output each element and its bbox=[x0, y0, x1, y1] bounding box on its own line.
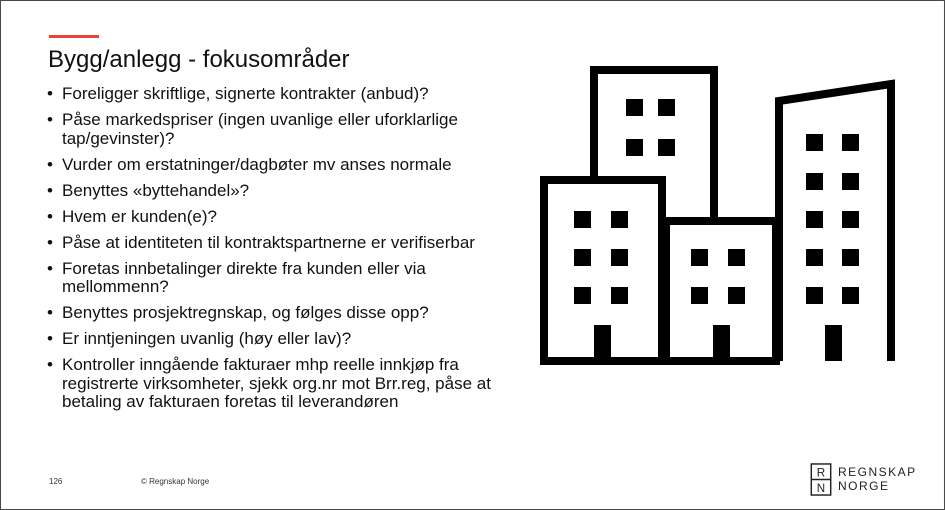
bullet-dot-icon: • bbox=[47, 329, 53, 348]
bullet-text: Foretas innbetalinger direkte fra kunden eller via mellommenn? bbox=[62, 258, 426, 296]
logo-line-2: NORGE bbox=[838, 479, 890, 493]
bullet-item bbox=[45, 111, 535, 148]
bullet-text: Er inntjeningen uvanlig (høy eller lav)? bbox=[62, 329, 352, 348]
bullet-item bbox=[45, 304, 535, 323]
bullet-text: Benyttes «byttehandel»? bbox=[62, 180, 250, 200]
office-buildings-icon bbox=[539, 63, 919, 373]
logo-line-1: REGNSKAP bbox=[838, 465, 917, 479]
bullet-dot-icon: • bbox=[47, 355, 53, 374]
bullet-dot-icon: • bbox=[47, 110, 53, 129]
bullet-text: Påse markedspriser (ingen uvanlige eller uforklarlige tap/gevinster)? bbox=[62, 110, 458, 148]
bullet-text: Vurder om erstatninger/dagbøter mv anses normale bbox=[62, 154, 452, 174]
bullet-item bbox=[45, 356, 535, 412]
page-number: 126 bbox=[49, 477, 63, 486]
copyright-text: © Regnskap Norge bbox=[141, 477, 210, 486]
logo-wordmark bbox=[838, 463, 917, 493]
regnskap-norge-logo bbox=[810, 463, 917, 496]
bullet-item bbox=[45, 330, 535, 349]
bullet-text: Foreligger skriftlige, signerte kontrakter (anbud)? bbox=[62, 84, 429, 103]
bullet-list bbox=[45, 85, 535, 419]
bullet-item bbox=[45, 182, 535, 201]
bullet-item bbox=[45, 156, 535, 175]
bullet-item bbox=[45, 208, 535, 227]
rn-logo-mark-icon bbox=[810, 463, 832, 496]
bullet-dot-icon: • bbox=[47, 206, 53, 226]
bullet-text: Hvem er kunden(e)? bbox=[62, 206, 217, 226]
bullet-text: Kontroller inngående fakturaer mhp reelle innkjøp fra registrerte virksomheter, sjekk org.nr mot Brr.reg, påse at betaling av fakturaen foretas til leverandøren bbox=[62, 355, 491, 411]
bullet-dot-icon: • bbox=[47, 180, 53, 200]
bullet-item bbox=[45, 85, 535, 104]
bullet-item bbox=[45, 234, 535, 253]
logo-mark-top: R bbox=[816, 466, 826, 480]
logo-mark-bottom: N bbox=[816, 482, 826, 496]
bullet-text: Påse at identiteten til kontraktspartnerne er verifiserbar bbox=[62, 232, 475, 252]
bullet-text: Benyttes prosjektregnskap, og følges disse opp? bbox=[62, 303, 429, 322]
bullet-dot-icon: • bbox=[47, 84, 53, 103]
title-accent-bar bbox=[49, 35, 99, 38]
bullet-dot-icon: • bbox=[47, 232, 53, 252]
bullet-dot-icon: • bbox=[47, 303, 53, 322]
bullet-dot-icon: • bbox=[47, 154, 53, 174]
slide-title: Bygg/anlegg - fokusområder bbox=[48, 46, 350, 73]
bullet-dot-icon: • bbox=[47, 258, 53, 278]
bullet-item bbox=[45, 260, 535, 297]
